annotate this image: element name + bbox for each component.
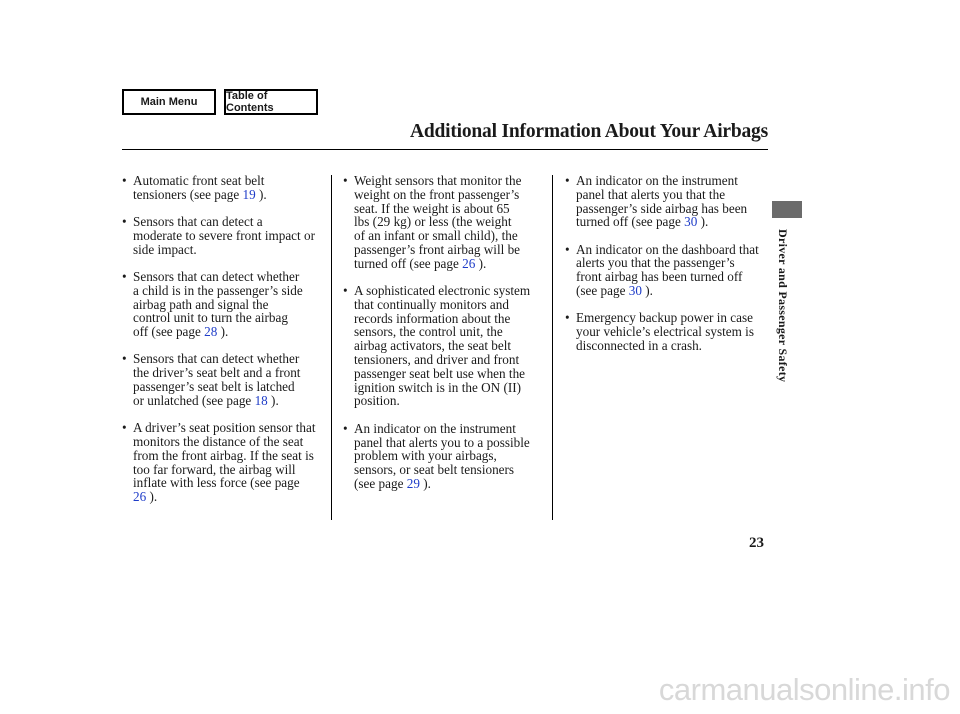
column-divider (331, 175, 332, 520)
item-text-line: panel that alerts you that the (576, 186, 726, 202)
section-side-label: Driver and Passenger Safety (776, 229, 790, 383)
item-text-line: monitors the distance of the seat (133, 433, 304, 449)
page-reference-link[interactable]: 26 (462, 255, 476, 271)
item-text-line: sensors, or seat belt tensioners (354, 462, 515, 478)
item-text-line: problem with your airbags, (354, 448, 497, 464)
item-text-line: moderate to severe front impact or (133, 227, 315, 243)
page-reference-link[interactable]: 28 (204, 324, 218, 340)
item-text-line: seat. If the weight is about 65 (354, 200, 510, 216)
item-text-line: (see page (354, 475, 407, 491)
bullet-item (565, 311, 770, 352)
page-reference-link[interactable]: 19 (242, 186, 256, 202)
item-text-line: turned off (see page (354, 255, 463, 271)
column-divider (552, 175, 553, 520)
item-text-line: off (see page (133, 324, 205, 340)
bullet-item (343, 284, 553, 408)
item-text-line: that continually monitors and (354, 296, 509, 312)
item-text-line: passenger’s seat belt is latched (133, 379, 295, 395)
bullet-item (343, 174, 553, 271)
item-text-line: too far forward, the airbag will (133, 461, 296, 477)
item-text-line: the driver’s seat belt and a front (133, 365, 301, 381)
item-text-line: An indicator on the instrument (576, 173, 738, 188)
item-text-line: side impact. (133, 241, 197, 257)
item-text-line: turned off (see page (576, 214, 685, 230)
page-reference-link[interactable]: 18 (254, 392, 268, 408)
bullet-item (122, 352, 332, 407)
bullet-item (565, 243, 770, 298)
page-number: 23 (749, 535, 764, 551)
item-text-tail: ). (641, 283, 653, 299)
item-text-tail: ). (267, 392, 279, 408)
item-text-line: passenger seat belt use when the (354, 365, 526, 381)
item-text-line: passenger’s side airbag has been (576, 200, 748, 216)
item-text-line: alerts you that the passenger’s (576, 255, 735, 271)
item-text-tail: ). (475, 255, 487, 271)
bullet-item (343, 422, 553, 491)
item-text-line: Sensors that can detect a (133, 214, 263, 230)
item-text-line: a child is in the passenger’s side (133, 282, 303, 298)
main-menu-button[interactable]: Main Menu (122, 89, 216, 115)
bullet-item (122, 421, 332, 504)
item-text-line: A driver’s seat position sensor that (133, 420, 316, 436)
item-text-tail: ). (697, 214, 709, 230)
item-text-line: A sophisticated electronic system (354, 283, 531, 299)
item-text-line: (see page (576, 283, 629, 299)
item-text-tail: ). (146, 489, 158, 505)
item-text-line: disconnected in a crash. (576, 337, 702, 353)
watermark: carmanualsonline.info (658, 672, 950, 707)
item-text-line: control unit to turn the airbag (133, 310, 288, 326)
item-text-line: weight on the front passenger’s (354, 186, 520, 202)
item-text-line: Sensors that can detect whether (133, 268, 300, 284)
item-text-line: front airbag has been turned off (576, 269, 743, 285)
item-text-line: of an infant or small child), the (354, 228, 518, 244)
item-text-line: An indicator on the dashboard that (576, 241, 759, 257)
item-text-line: sensors, the control unit, the (354, 324, 503, 340)
item-text-line: lbs (29 kg) or less (the weight (354, 214, 512, 230)
bullet-item (122, 215, 332, 256)
bullet-item (122, 174, 332, 202)
table-of-contents-button[interactable]: Table of Contents (224, 89, 318, 115)
item-text-tail: ). (217, 324, 229, 340)
item-text-line: ignition switch is in the ON (II) (354, 379, 522, 395)
item-text-line: records information about the (354, 310, 511, 326)
bullet-item (122, 270, 332, 339)
item-text-line: tensioners, and driver and front (354, 352, 520, 368)
item-text-line: Automatic front seat belt (133, 173, 265, 188)
title-rule (122, 149, 768, 150)
bullet-item (565, 174, 770, 229)
item-text-line: panel that alerts you to a possible (354, 434, 530, 450)
item-text-line: passenger’s front airbag will be (354, 241, 521, 257)
item-text-line: or unlatched (see page (133, 392, 255, 408)
page-reference-link[interactable]: 30 (628, 283, 642, 299)
item-text-line: inflate with less force (see page (133, 475, 300, 491)
page-reference-link[interactable]: 26 (133, 489, 147, 505)
item-text-tail: ). (419, 475, 431, 491)
item-text-line: your vehicle’s electrical system is (576, 324, 754, 340)
item-text-line: Emergency backup power in case (576, 310, 753, 326)
item-text-line: airbag activators, the seat belt (354, 338, 512, 354)
column-1 (122, 174, 332, 517)
item-text-line: from the front airbag. If the seat is (133, 447, 314, 463)
column-2 (343, 174, 553, 504)
section-tab-marker (772, 201, 802, 218)
item-text-line: position. (354, 393, 400, 409)
page-reference-link[interactable]: 29 (406, 475, 420, 491)
item-text-line: Sensors that can detect whether (133, 351, 300, 367)
item-text-line: airbag path and signal the (133, 296, 269, 312)
page-reference-link[interactable]: 30 (684, 214, 698, 230)
column-3 (565, 174, 770, 366)
item-text-line: Weight sensors that monitor the (354, 173, 522, 188)
item-text-line: An indicator on the instrument (354, 420, 516, 436)
item-text-line: tensioners (see page (133, 186, 243, 202)
page-title: Additional Information About Your Airbags (409, 121, 768, 142)
item-text-tail: ). (255, 186, 267, 202)
